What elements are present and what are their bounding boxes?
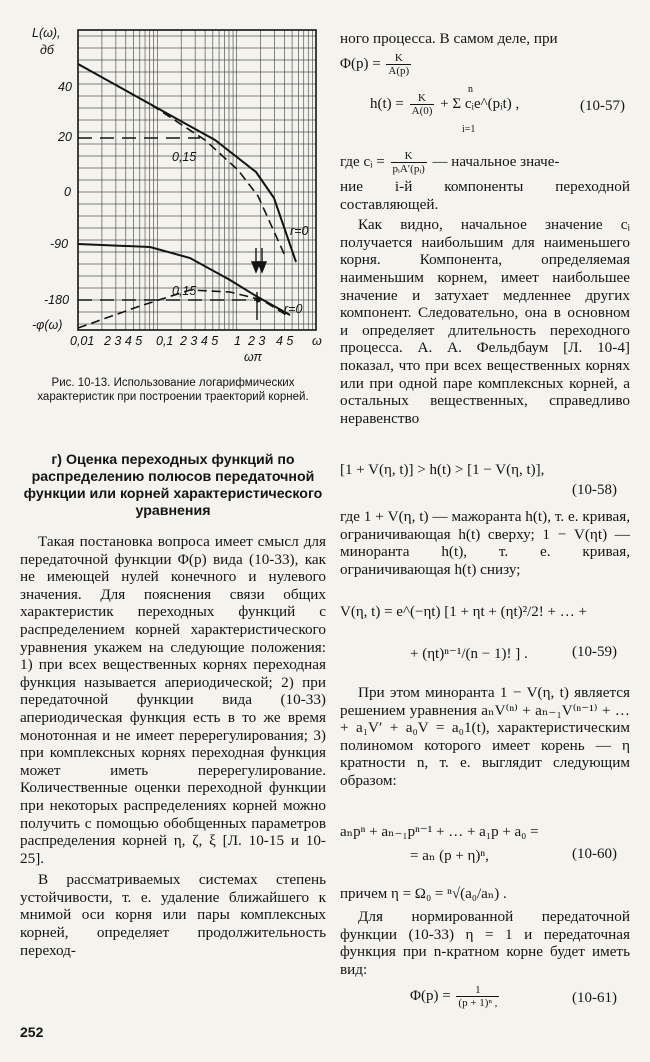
- equation-10-60-line1: aₙpⁿ + aₙ₋₁pⁿ⁻¹ + … + a₁p + a₀ =: [340, 824, 539, 840]
- paragraph-feldbaum: Как видно, начальное значение cᵢ получается наибольшим для наименьшего корня. Компонента, определяемая наименьшим корнем, имеет наибольшее значение и затухает медленнее других компонент. Следовательно, она в основном и определяет длительность переходного процесса. А. А. Фельдбаум [Л. 10-4] показал, что при всех вещественных корнях или при одной паре комплексных корней, а остальных вещественных, справедливо неравенство: [340, 216, 630, 427]
- figure-caption: Рис. 10-13. Использование логарифмических характеристик при построении траекторий корней.: [37, 377, 309, 403]
- right-body-3: При этом миноранта 1 − V(η, t) является решением уравнения aₙV⁽ⁿ⁾ + aₙ₋₁V⁽ⁿ⁻¹⁾ + … + a₁V′ + a₀V = a₀1(t), характеристическим полиномом которого имеет корень — η кратности n, т. е. выглядит следующим образом:: [340, 684, 630, 789]
- omega-pi-label: ωπ: [244, 350, 262, 364]
- y-tick-40: 40: [58, 80, 72, 94]
- arrow-markers: [252, 248, 266, 320]
- equation-10-61: Φ(p) = $\frac{1}{\text{(p + 1)ⁿ ,}}$: [410, 984, 498, 1009]
- x-tick-2345-b: 2 3 4 5: [180, 334, 219, 348]
- x-tick-2345-a: 2 3 4 5: [104, 334, 143, 348]
- section-heading: г) Оценка переходных функций по распределению полюсов передаточной функции или корней характеристического уравнения: [23, 452, 323, 519]
- equation-phi: Φ(p) = $\frac{K}{A(p)}$: [340, 52, 410, 77]
- sum-upper: n: [468, 84, 473, 95]
- equation-10-59-line1: V(η, t) = e^(−ηt) [1 + ηt + (ηt)²/2! + … +: [340, 604, 587, 620]
- figure-10-13: [0, 0, 340, 380]
- sum-lower: i=1: [462, 124, 476, 135]
- paragraph-stability: В рассматриваемых системах степень устойчивости, т. е. удаление ближайшего к мнимой оси корня или пары комплексных корней, определяет продолжительность переход-: [20, 871, 326, 959]
- curve-label-r0-magnitude: r=0: [290, 224, 309, 238]
- x-tick-1: 1: [234, 334, 241, 348]
- x-axis-omega: ω: [312, 334, 322, 348]
- x-tick-23: 2 3: [248, 334, 266, 348]
- equation-10-60-line2: = aₙ (p + η)ⁿ,: [410, 848, 489, 864]
- curve-label-015-phase: 0,15: [172, 284, 197, 298]
- curve-label-015-magnitude: 0,15: [172, 150, 197, 164]
- equation-10-57: h(t) = $\frac{K}{A(0)}$ + Σ cᵢe^(pᵢt) ,: [370, 92, 520, 117]
- phase-curve-r0: [78, 244, 290, 315]
- y-tick-minus-180: -180: [44, 293, 70, 307]
- y-axis-unit: дб: [40, 43, 54, 57]
- y-tick-minus-90: -90: [50, 237, 69, 251]
- eq-number-10-61: (10-61): [572, 990, 617, 1006]
- right-body-1: ние i-й компоненты переходной составляющей. Как видно, начальное значение cᵢ получается наибольшим для наименьшего корня. Компонента, определяемая наименьшим корнем, имеет наибольшее значение и затухает медленнее других компонент. Следовательно, она в основном и определяет длительность переходного процесса. А. А. Фельдбаум [Л. 10-4] показал, что при всех вещественных корнях или при одной паре комплексных корней, а остальных вещественных, справедливо неравенство: [340, 178, 630, 427]
- crossing-point: [256, 298, 261, 303]
- grid: [78, 30, 316, 330]
- y-tick-20: 20: [58, 130, 72, 144]
- left-body: [20, 533, 326, 959]
- x-tick-001: 0,01: [70, 334, 95, 348]
- right-line-1: ного процесса. В самом деле, при: [340, 30, 558, 47]
- eq-number-10-60: (10-60): [572, 846, 617, 862]
- equation-10-58: [1 + V(η, t)] > h(t) > [1 − V(η, t)],: [340, 462, 545, 478]
- x-tick-45: 4 5: [276, 334, 294, 348]
- x-tick-01: 0,1: [156, 334, 174, 348]
- right-body-2: где 1 + V(η, t) — мажоранта h(t), т. е. кривая, ограничивающая h(t) сверху; 1 − V(ηt) — миноранта h(t), т. е. кривая, ограничивающая h(t) снизу;: [340, 508, 630, 578]
- curve-label-r0-phase: r=0: [284, 302, 303, 316]
- eq-number-10-59: (10-59): [572, 644, 617, 660]
- y-axis-label-bottom: -φ(ω): [32, 318, 63, 332]
- eta-definition: причем η = Ω₀ = ⁿ√(a₀/aₙ) .: [340, 886, 507, 902]
- page-number: 252: [20, 1024, 44, 1040]
- equation-10-59-line2: + (ηt)ⁿ⁻¹/(n − 1)! ] .: [410, 646, 528, 662]
- right-body-4: Для нормированной передаточной функции (10-33) η = 1 и передаточная функция при n-кратном корне будет иметь вид:: [340, 908, 630, 978]
- paragraph-setup: Такая постановка вопроса имеет смысл для передаточной функции Φ(p) вида (10-33), как не имеющей нулей конечного и нулевого значения. Для пояснения связи общих характеристик переходных функций с распределением корней характеристического уравнения укажем на следующие положения: 1) при всех вещественных корнях переходная функция называется апериодической; 2) при передаточной функции вида (10-33) апериодическая функция есть в то же время монотонная и не имеет перерегулирования; 3) при комплексных корнях переходная функция может иметь перерегулирование. Количественные оценки переходной функции при некоторых распределениях корней можно получить с помощью обобщенных параметров распределения корней η, ζ, ξ [Л. 10-15 и 10-25].: [20, 533, 326, 867]
- eq-number-10-57: (10-57): [580, 98, 625, 114]
- y-axis-label-top: L(ω),: [32, 26, 61, 40]
- y-tick-0: 0: [64, 185, 71, 199]
- eq-number-10-58: (10-58): [572, 482, 617, 498]
- ci-definition: где cᵢ = $\frac{K}{\text{pᵢA′(pᵢ)}}$ — начальное значе-: [340, 150, 560, 175]
